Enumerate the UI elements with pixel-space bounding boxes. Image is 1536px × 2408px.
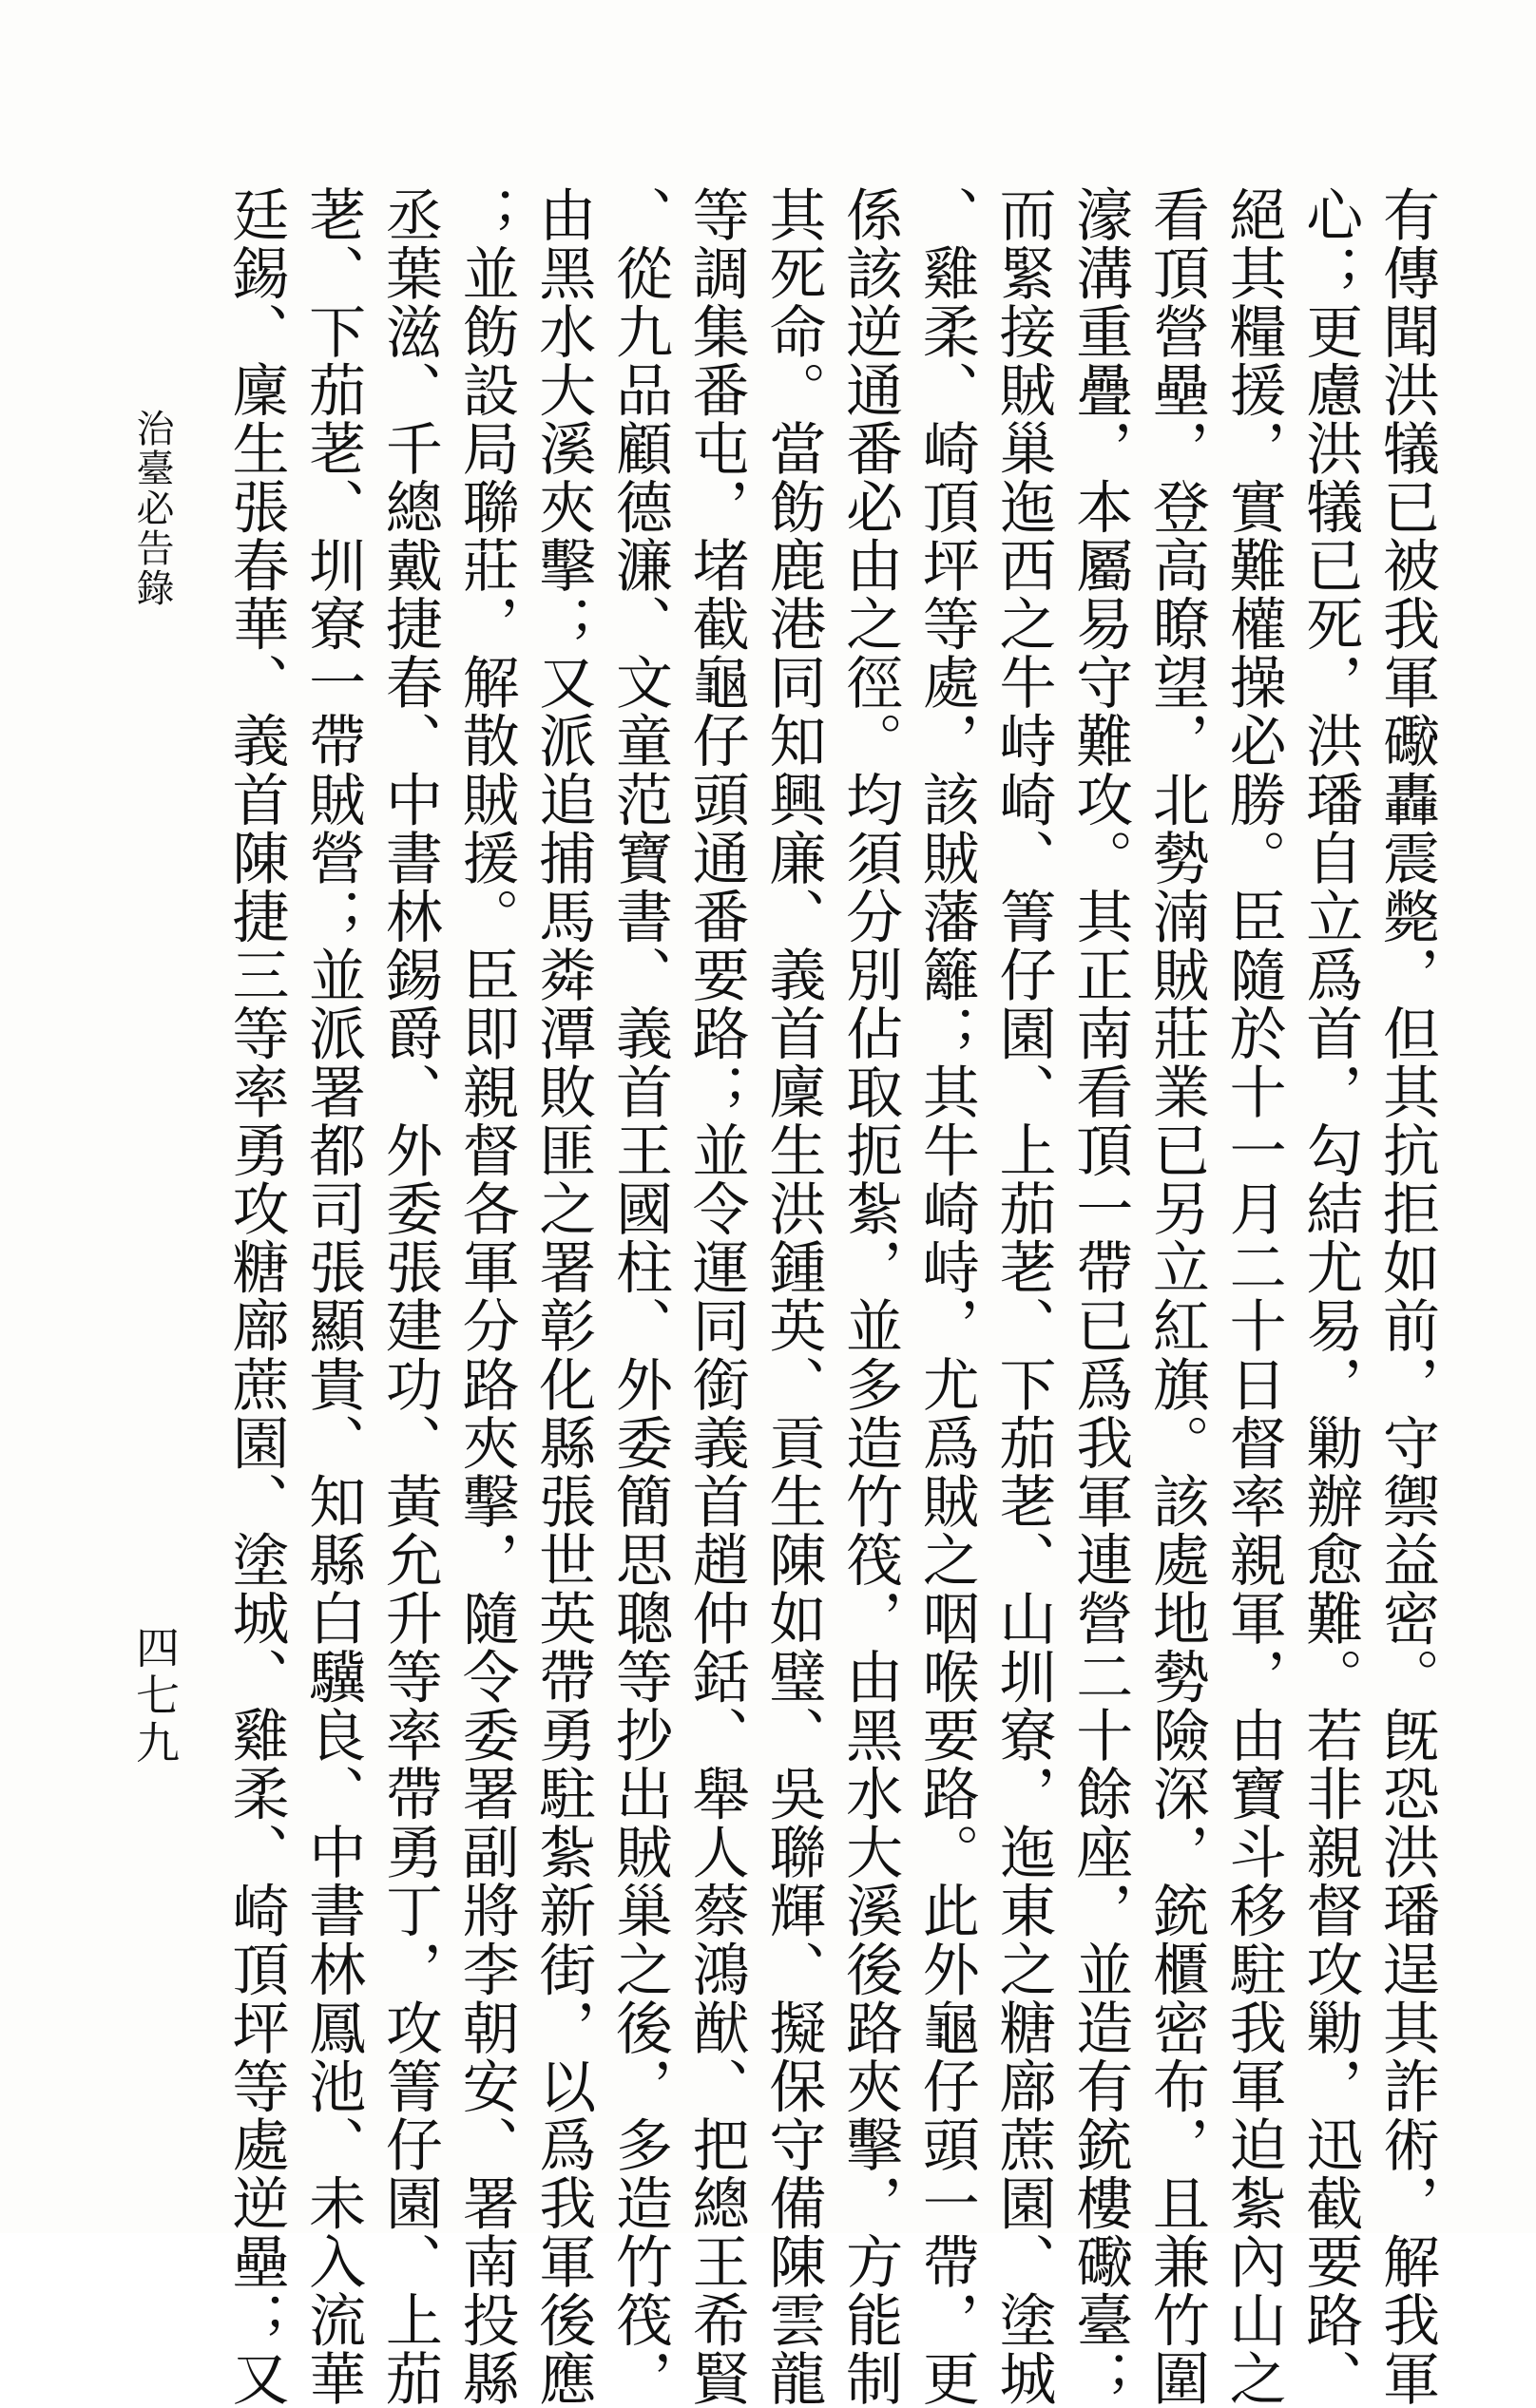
text-column: 心；更慮洪犠已死，洪璠自立爲首，勾結尤易，勦辦愈難。若非親督攻勦，迅截要路、 — [1296, 185, 1364, 2408]
text-column: 其死命。當飭鹿港同知興廉、義首廩生洪鍾英、貢生陳如璧、吳聯輝、擬保守備陳雲龍 — [759, 185, 827, 2408]
text-column: 濠溝重疊，本屬易守難攻。其正南看頂一帶已爲我軍連營二十餘座，並造有銃樓礮臺； — [1066, 185, 1134, 2408]
text-column: 看頂營壘，登高瞭望，北勢湳賊莊業已另立紅旗。該處地勢險深，銃櫃密布，且兼竹圍 — [1142, 185, 1210, 2408]
body-text — [222, 185, 1445, 2408]
text-column: 有傳聞洪犠已被我軍礮轟震斃，但其抗拒如前，守禦益密。旣恐洪璠逞其詐術，解我軍 — [1373, 185, 1440, 2408]
text-column: 絕其糧援，實難權操必勝。臣隨於十一月二十日督率親軍，由寶斗移駐我軍迫紮內山之 — [1219, 185, 1287, 2408]
text-column: 荖、下茄荖、圳寮一帶賊營；並派署都司張顯貴、知縣白驥良、中書林鳳池、未入流華 — [299, 185, 367, 2408]
text-column: 等調集番屯，堵截龜仔頭通番要路；並令運同銜義首趙仲銛、舉人蔡鴻猷、把總王希賢 — [682, 185, 750, 2408]
text-column: 而緊接賊巢迤西之牛峙崎、箐仔園、上茄荖、下茄荖、山圳寮，迤東之糖廍蔗園、塗城 — [989, 185, 1057, 2408]
running-header: 治臺必告錄 — [130, 409, 174, 608]
text-column: 丞葉滋、千總戴捷春、中書林錫爵、外委張建功、黃允升等率帶勇丁，攻箐仔園、上茄 — [375, 185, 443, 2408]
text-column: 、雞柔、崎頂坪等處，該賊藩籬；其牛崎峙，尤爲賊之咽喉要路。此外龜仔頭一帶，更 — [912, 185, 980, 2408]
page-number: 四七九 — [129, 1625, 181, 1768]
text-column: 、從九品顧德濂、文童范寶書、義首王國柱、外委簡思聰等抄出賊巢之後，多造竹筏， — [605, 185, 673, 2408]
text-column: ；並飭設局聯莊，解散賊援。臣即親督各軍分路夾擊，隨令委署副將李朝安、署南投縣 — [452, 185, 520, 2408]
text-column: 由黑水大溪夾擊；又派追捕馬粦潭敗匪之署彰化縣張世英帶勇駐紮新街，以爲我軍後應 — [529, 185, 597, 2408]
text-column: 廷錫、廩生張春華、義首陳捷三等率勇攻糖廍蔗園、塗城、雞柔、崎頂坪等處逆壘；又 — [222, 185, 290, 2408]
text-column: 係該逆通番必由之徑。均須分別佔取扼紮，並多造竹筏，由黑水大溪後路夾擊，方能制 — [836, 185, 904, 2408]
